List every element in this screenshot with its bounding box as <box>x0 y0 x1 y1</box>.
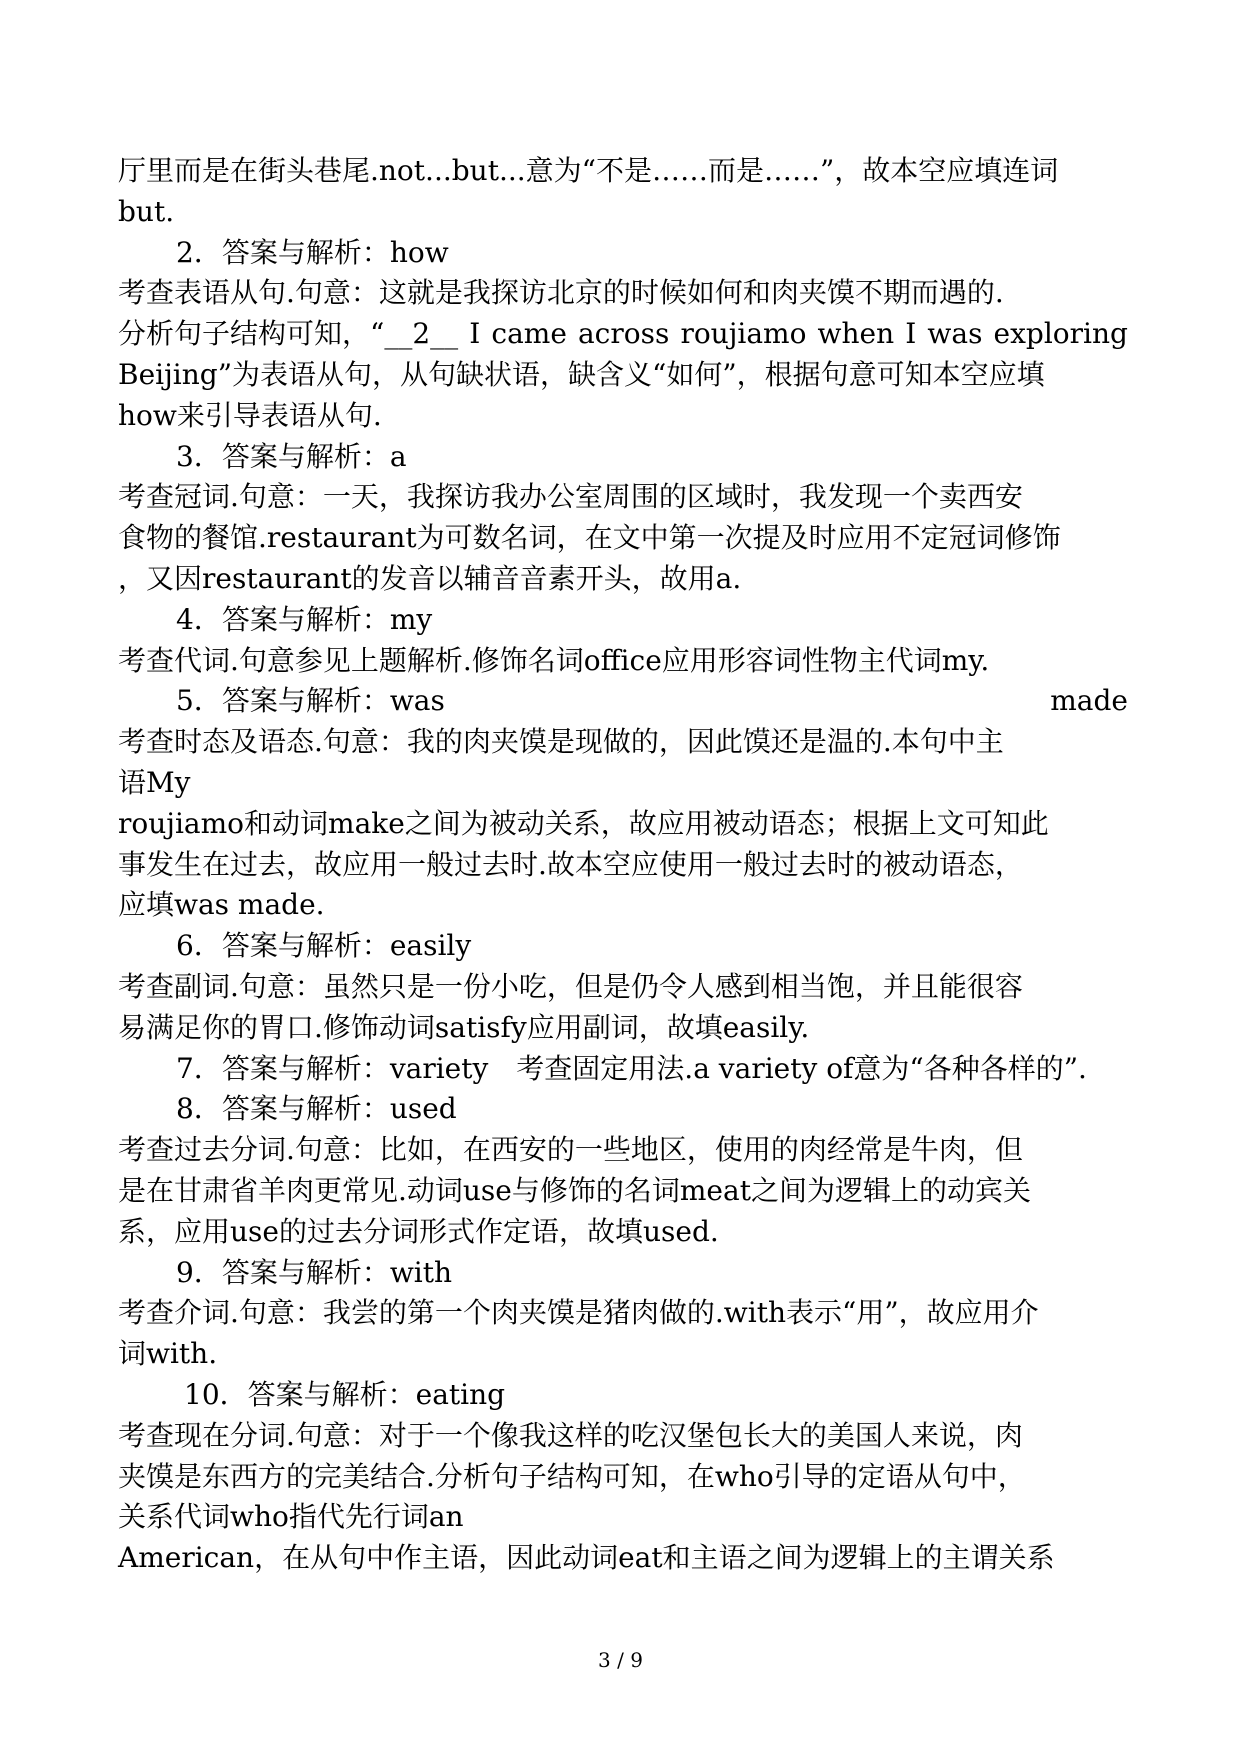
text-line: 事发生在过去，故应用一般过去时.故本空应使用一般过去时的被动语态， <box>118 847 1023 881</box>
text-line: 考查表语从句.句意：这就是我探访北京的时候如何和肉夹馍不期而遇的. <box>118 276 1004 310</box>
answer-heading: 7．答案与解析：variety 考查固定用法.a variety of意为“各种各样的”. <box>176 1051 1087 1085</box>
page-number: 3 / 9 <box>598 1648 643 1672</box>
text-line: 考查时态及语态.句意：我的肉夹馍是现做的，因此馍还是温的.本句中主 <box>118 725 1004 759</box>
answer-heading: 10．答案与解析：eating <box>184 1377 506 1411</box>
answer-heading-right: made <box>1050 684 1128 718</box>
answer-heading-left: 5．答案与解析：was <box>176 684 445 718</box>
word: I <box>469 317 481 351</box>
text-line: 考查过去分词.句意：比如，在西安的一些地区，使用的肉经常是牛肉，但 <box>118 1133 1023 1167</box>
text-line: 食物的餐馆.restaurant为可数名词，在文中第一次提及时应用不定冠词修饰 <box>118 521 1061 555</box>
word: across <box>577 317 670 351</box>
text-line: 是在甘肃省羊肉更常见.动词use与修饰的名词meat之间为逻辑上的动宾关 <box>118 1173 1031 1207</box>
text-line: 应填was made. <box>118 888 325 922</box>
word: I <box>905 317 917 351</box>
word: came <box>491 317 567 351</box>
text-line: ，又因restaurant的发音以辅音音素开头，故用a. <box>118 561 742 595</box>
answer-heading-split <box>118 681 1128 722</box>
text-line: 语My <box>118 765 191 799</box>
word: was <box>927 317 983 351</box>
text-line: 系，应用use的过去分词形式作定语，故填used. <box>118 1214 719 1248</box>
text-line: American，在从句中作主语，因此动词eat和主语之间为逻辑上的主谓关系 <box>118 1541 1055 1575</box>
answer-heading: 4．答案与解析：my <box>176 602 433 636</box>
text-line-justified <box>118 314 1128 355</box>
text-line: but. <box>118 194 175 228</box>
answer-heading: 8．答案与解析：used <box>176 1092 457 1126</box>
answer-heading: 3．答案与解析：a <box>176 439 407 473</box>
answer-heading: 2．答案与解析：how <box>176 235 449 269</box>
text-line: 厅里而是在街头巷尾.not...but...意为“不是……而是……”，故本空应填连词 <box>118 154 1059 187</box>
word: roujiamo <box>680 317 807 351</box>
text-line: 考查副词.句意：虽然只是一份小吃，但是仍令人感到相当饱，并且能很容 <box>118 969 1023 1003</box>
word: exploring <box>993 317 1128 351</box>
text-line: 考查冠词.句意：一天，我探访我办公室周围的区域时，我发现一个卖西安 <box>118 480 1023 514</box>
word: 分析句子结构可知，“__2__ <box>118 317 459 351</box>
text-line: 考查介词.句意：我尝的第一个肉夹馍是猪肉做的.with表示“用”，故应用介 <box>118 1296 1039 1330</box>
text-line: 考查现在分词.句意：对于一个像我这样的吃汉堡包长大的美国人来说，肉 <box>118 1418 1023 1452</box>
answer-heading: 6．答案与解析：easily <box>176 929 472 963</box>
text-line: 夹馍是东西方的完美结合.分析句子结构可知，在who引导的定语从句中， <box>118 1459 1026 1493</box>
text-line: 考查代词.句意参见上题解析.修饰名词office应用形容词性物主代词my. <box>118 643 990 677</box>
text-line: how来引导表语从句. <box>118 398 382 432</box>
document-body <box>118 151 1128 1579</box>
word: when <box>817 317 895 351</box>
text-line: Beijing”为表语从句，从句缺状语，缺含义“如何”，根据句意可知本空应填 <box>118 357 1045 391</box>
text-line: 关系代词who指代先行词an <box>118 1500 464 1534</box>
text-line: 易满足你的胃口.修饰动词satisfy应用副词，故填easily. <box>118 1010 810 1044</box>
answer-heading: 9．答案与解析：with <box>176 1255 453 1289</box>
text-line: 词with. <box>118 1337 218 1371</box>
text-line: roujiamo和动词make之间为被动关系，故应用被动语态；根据上文可知此 <box>118 806 1049 840</box>
